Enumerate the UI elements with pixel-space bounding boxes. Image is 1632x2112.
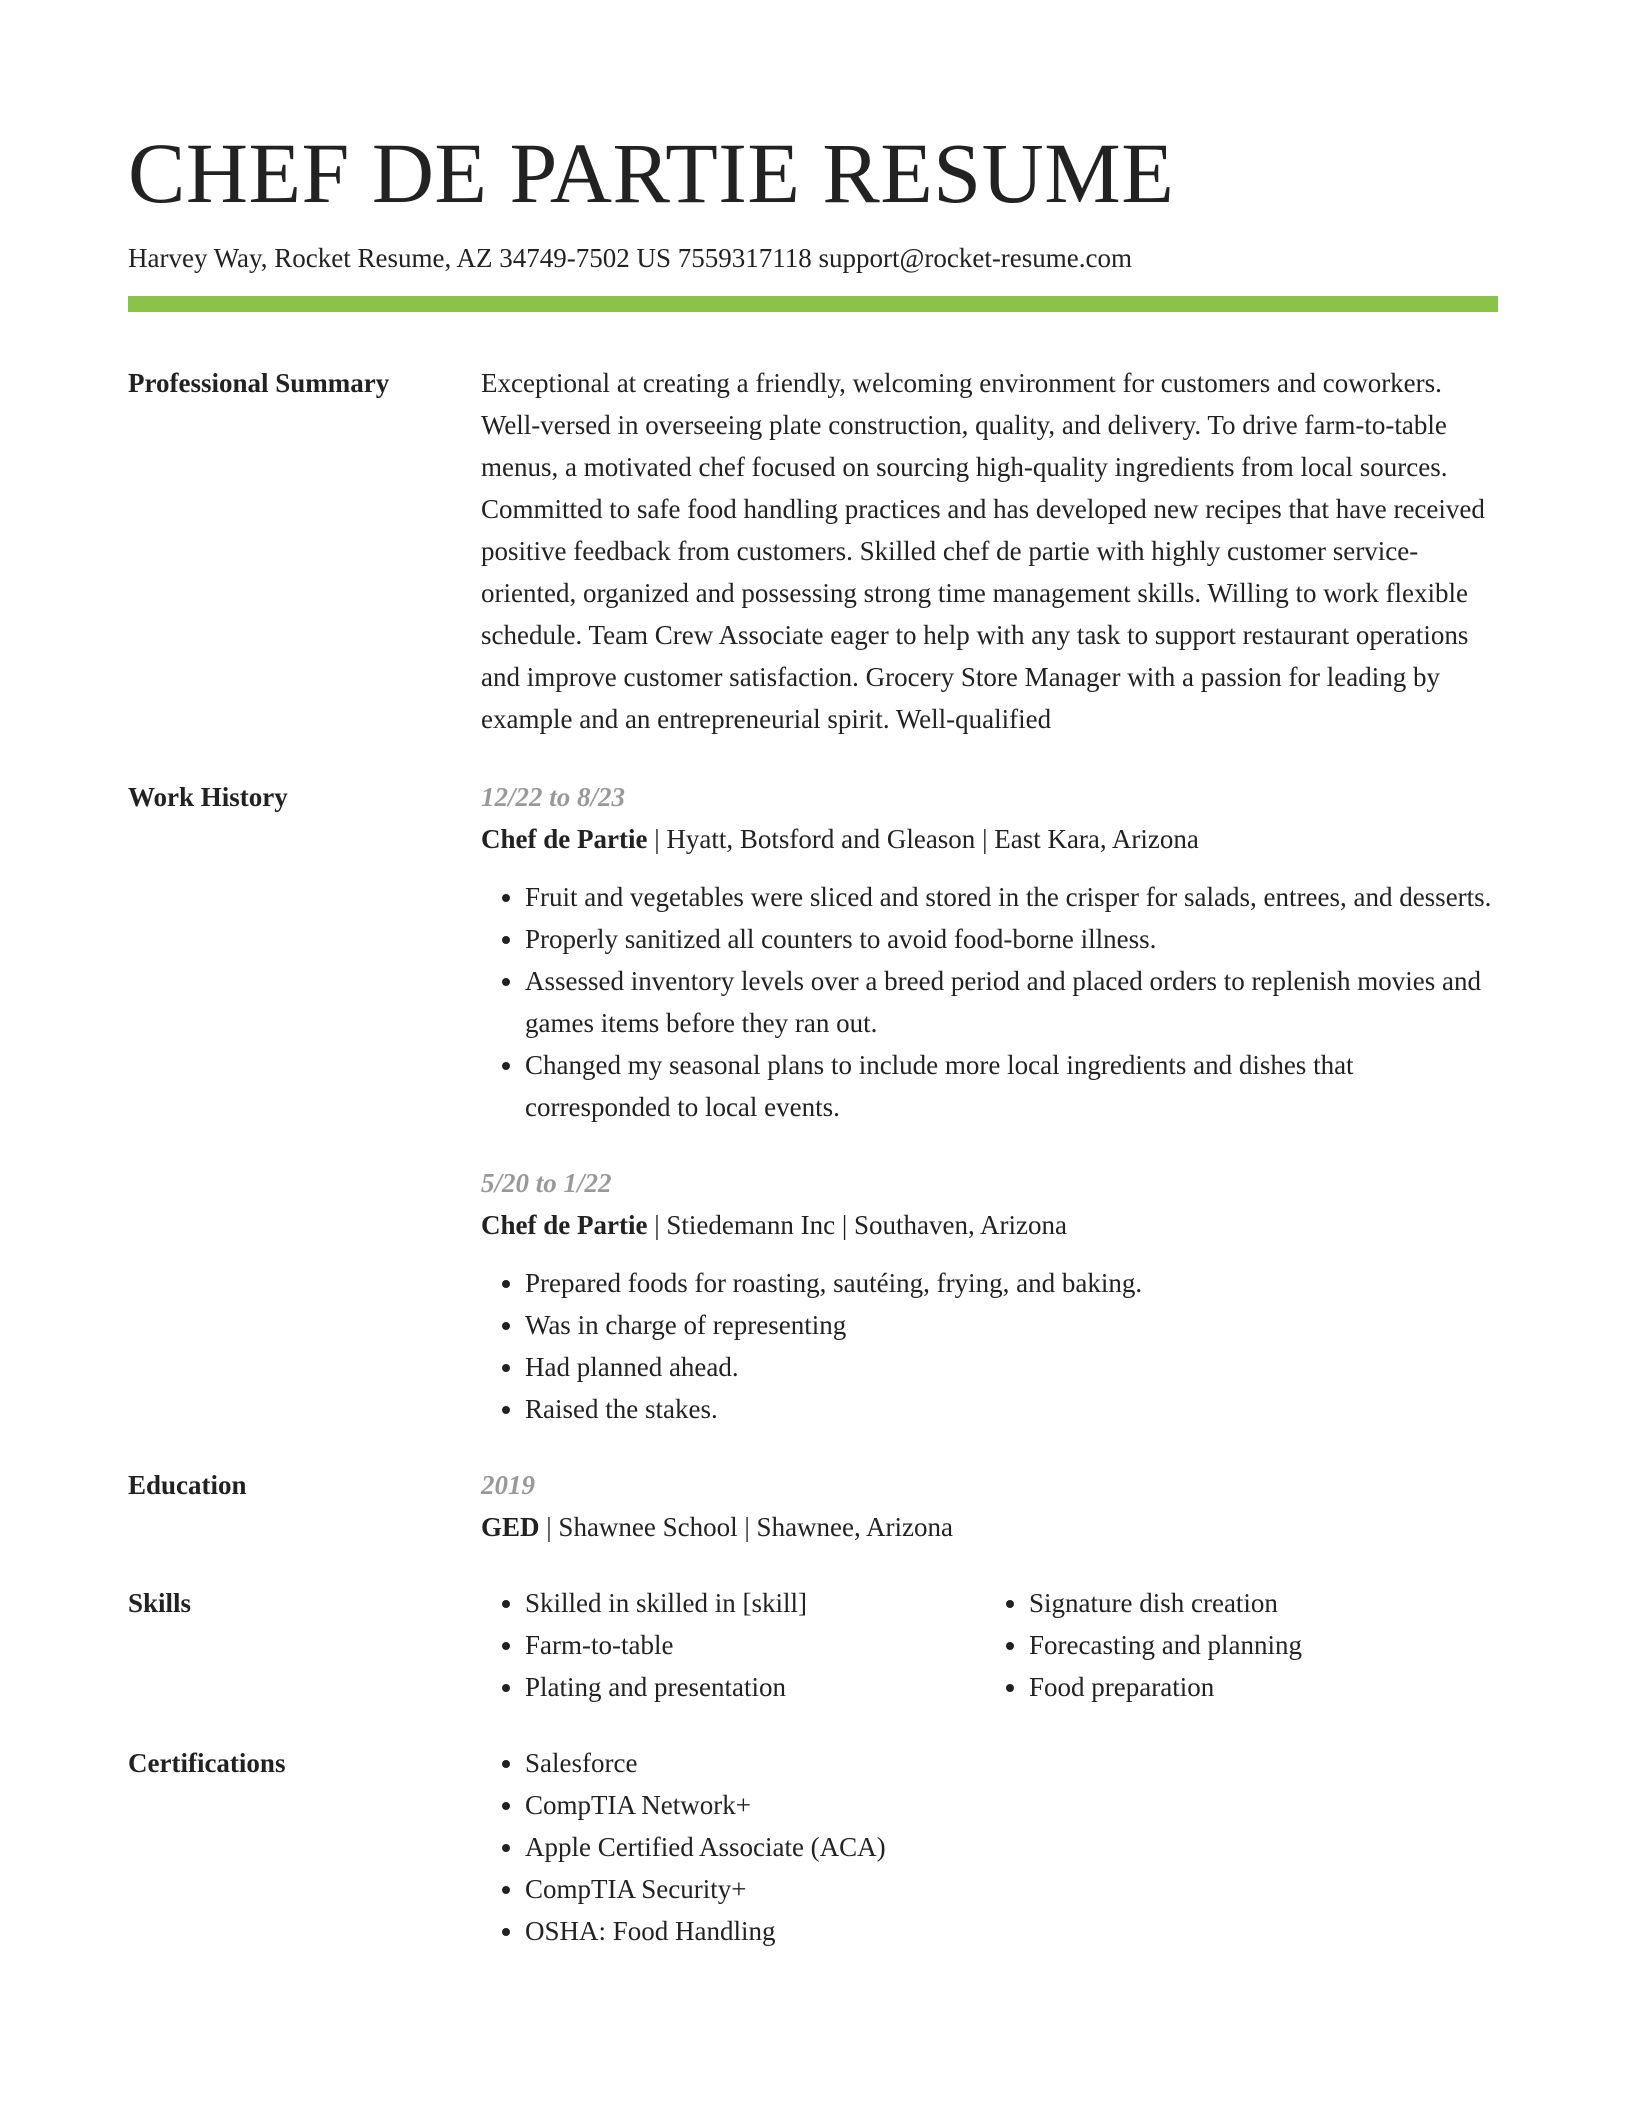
accent-divider <box>128 296 1498 312</box>
list-item: • Signature dish creation <box>1029 1582 1498 1624</box>
separator: | <box>647 824 667 855</box>
list-item: • Prepared foods for roasting, sautéing, frying, and baking. <box>525 1262 1498 1304</box>
section-body <box>481 1582 1498 1708</box>
separator: | <box>737 1512 757 1543</box>
list-item: • Skilled in skilled in [skill] <box>525 1582 985 1624</box>
job-title: Chef de Partie <box>481 824 648 855</box>
list-item: • Food preparation <box>1029 1666 1498 1708</box>
skills-list-right <box>985 1582 1498 1708</box>
job-company: Hyatt, Botsford and Gleason <box>666 824 976 855</box>
education-location: Shawnee, Arizona <box>756 1512 953 1543</box>
education-school: Shawnee School <box>558 1512 738 1543</box>
list-item: • Raised the stakes. <box>525 1388 1498 1430</box>
separator: | <box>647 1210 667 1241</box>
list-item: • CompTIA Network+ <box>525 1784 1498 1826</box>
list-item: • Changed my seasonal plans to include more local ingredients and dishes that corresponded to local events. <box>525 1044 1498 1128</box>
job-heading <box>481 818 1498 860</box>
section-label: Certifications <box>128 1748 286 1779</box>
education-degree: GED <box>481 1512 540 1543</box>
skills-list-left <box>481 1582 985 1708</box>
job-entry <box>481 1162 1498 1430</box>
section-body <box>481 1742 1498 1952</box>
resume-title: CHEF DE PARTIE RESUME <box>128 125 1175 221</box>
list-item: • CompTIA Security+ <box>525 1868 1498 1910</box>
section-professional-summary <box>128 362 1498 740</box>
job-bullets <box>481 1262 1498 1430</box>
section-label: Skills <box>128 1588 192 1619</box>
job-dates: 5/20 to 1/22 <box>481 1168 612 1199</box>
skills-columns <box>481 1582 1498 1708</box>
list-item: • Apple Certified Associate (ACA) <box>525 1826 1498 1868</box>
list-item: • Farm-to-table <box>525 1624 985 1666</box>
job-title: Chef de Partie <box>481 1210 648 1241</box>
section-label: Education <box>128 1470 247 1501</box>
separator: | <box>835 1210 854 1241</box>
separator: | <box>539 1512 559 1543</box>
list-item: • Salesforce <box>525 1742 1498 1784</box>
section-certifications <box>128 1742 1498 1952</box>
section-education <box>128 1464 1498 1548</box>
job-company: Stiedemann Inc <box>666 1210 836 1241</box>
list-item: • OSHA: Food Handling <box>525 1910 1498 1952</box>
contact-line: Harvey Way, Rocket Resume, AZ 34749-7502 US 7559317118 support@rocket-resume.com <box>128 243 1133 273</box>
list-item: • Plating and presentation <box>525 1666 985 1708</box>
education-heading <box>481 1506 1498 1548</box>
list-item: • Was in charge of representing <box>525 1304 1498 1346</box>
section-label: Work History <box>128 782 288 813</box>
list-item: • Had planned ahead. <box>525 1346 1498 1388</box>
section-label: Professional Summary <box>128 368 390 399</box>
list-item: • Fruit and vegetables were sliced and stored in the crisper for salads, entrees, and desserts. <box>525 876 1498 918</box>
section-body <box>481 776 1498 1430</box>
job-entry <box>481 776 1498 1128</box>
section-body <box>481 1464 1498 1548</box>
list-item: • Assessed inventory levels over a breed period and placed orders to replenish movies and games items before they ran out. <box>525 960 1498 1044</box>
section-skills <box>128 1582 1498 1708</box>
job-bullets <box>481 876 1498 1128</box>
certifications-list <box>481 1742 1498 1952</box>
education-year: 2019 <box>481 1470 535 1501</box>
section-body <box>481 362 1498 740</box>
list-item: • Forecasting and planning <box>1029 1624 1498 1666</box>
summary-text: Exceptional at creating a friendly, welcoming environment for customers and coworkers. Well-versed in overseeing plate construction, quality, and delivery. To drive farm-to-table menus, a motivated chef focused on sourcing high-quality ingredients from local sources. Committed to safe food handling practices and has developed new recipes that have received positive feedback from customers. Skilled chef de partie with highly customer service-oriented, organized and possessing strong time management skills. Willing to work flexible schedule. Team Crew Associate eager to help with any task to support restaurant operations and improve customer satisfaction. Grocery Store Manager with a passion for leading by example and an entrepreneurial spirit. Well-qualified <box>481 368 1485 735</box>
separator: | <box>975 824 995 855</box>
job-location: Southaven, Arizona <box>853 1210 1067 1241</box>
section-work-history <box>128 776 1498 1430</box>
list-item: • Properly sanitized all counters to avoid food-borne illness. <box>525 918 1498 960</box>
job-heading <box>481 1204 1498 1246</box>
job-dates: 12/22 to 8/23 <box>481 782 626 813</box>
job-location: East Kara, Arizona <box>994 824 1199 855</box>
